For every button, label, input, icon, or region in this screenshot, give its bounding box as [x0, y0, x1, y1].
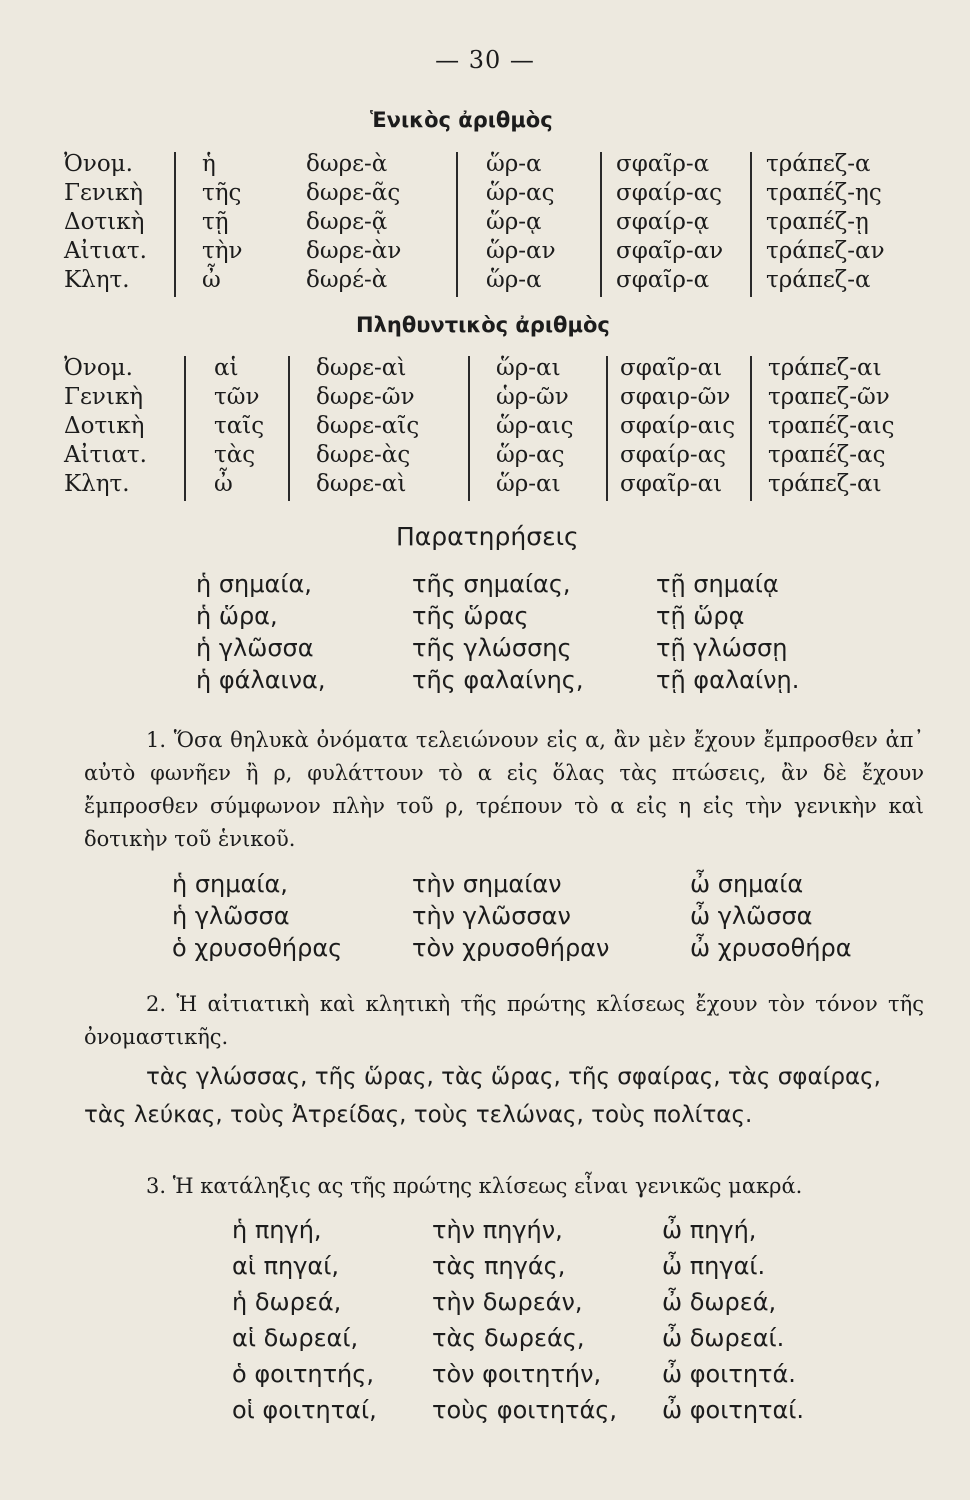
noun-form: τράπεζ-αι	[768, 355, 882, 381]
example-dative: τῇ γλώσσῃ	[656, 634, 788, 662]
article: τῇ	[202, 209, 229, 235]
column-rule	[288, 356, 290, 501]
column-rule	[750, 356, 752, 501]
example-genitive: τῆς ὥρας	[412, 602, 529, 630]
noun-form: δωρε-αὶ	[316, 355, 407, 381]
example-nominative: οἱ φοιτηταί,	[232, 1396, 377, 1424]
article: αἱ	[214, 355, 239, 381]
noun-column-ora	[486, 150, 556, 295]
noun-form: δωρέ-ὰ	[306, 267, 388, 293]
noun-column-sfaira	[620, 354, 735, 499]
rule-1	[84, 724, 924, 856]
case-label: Γενικὴ	[64, 384, 144, 410]
rule-text: Ἡ αἰτιατικὴ καὶ κλητικὴ τῆς πρώτης κλίσεως ἔχουν τὸν τόνον τῆς ὀνομαστικῆς.	[84, 992, 924, 1049]
noun-form: σφαῖρ-α	[616, 267, 710, 293]
column-rule	[456, 152, 458, 297]
rule-2-examples: τὰς γλώσσας, τῆς ὥρας, τὰς ὥρας, τῆς σφαίρας, τὰς σφαίρας, τὰς λεύκας, τοὺς Ἀτρείδας, τοὺς τελώνας, τοὺς πολίτας.	[84, 1064, 881, 1128]
article: ταῖς	[214, 413, 265, 439]
noun-form: σφαιρ-ῶν	[620, 384, 731, 410]
example-vocative: ὦ δωρεά,	[662, 1288, 777, 1316]
noun-column-trapeza	[768, 354, 894, 499]
example-nominative: αἱ δωρεαί,	[232, 1324, 359, 1352]
article: τῆς	[202, 180, 242, 206]
column-rule	[606, 356, 608, 501]
case-label: Κλητ.	[64, 267, 130, 293]
article: ἡ	[202, 151, 216, 177]
noun-form: ὥρ-ας	[496, 442, 565, 468]
example-vocative: ὦ σημαία	[690, 870, 804, 898]
page-number: — 30 —	[435, 46, 535, 74]
noun-form: δωρε-ὰς	[316, 442, 411, 468]
noun-form: ὥρ-αι	[496, 471, 561, 497]
article: τῶν	[214, 384, 260, 410]
case-column	[64, 150, 147, 295]
column-rule	[468, 356, 470, 501]
example-vocative: ὦ πηγή,	[662, 1216, 757, 1244]
example-accusative: τὸν χρυσοθήραν	[412, 934, 610, 962]
example-nominative: ἡ ὥρα,	[196, 602, 278, 630]
noun-form: τραπεζ-ῶν	[768, 384, 890, 410]
noun-form: ὥρ-αις	[496, 413, 574, 439]
noun-form: δωρε-αὶ	[316, 471, 407, 497]
example-dative: τῇ ὥρᾳ	[656, 602, 745, 630]
example-vocative: ὦ γλῶσσα	[690, 902, 813, 930]
case-label: Ὀνομ.	[64, 151, 133, 177]
article-column	[202, 150, 243, 295]
noun-form: δωρε-ὰν	[306, 238, 402, 264]
noun-form: τράπεζ-α	[766, 151, 871, 177]
noun-column-ora	[496, 354, 573, 499]
example-nominative: ἡ γλῶσσα	[172, 902, 290, 930]
noun-form: σφαῖρ-α	[616, 151, 710, 177]
example-nominative: ὁ χρυσοθήρας	[172, 934, 343, 962]
rule-number: 3.	[146, 1174, 167, 1198]
noun-form: δωρε-ᾷ	[306, 209, 388, 235]
column-rule	[184, 356, 186, 501]
case-label: Ὀνομ.	[64, 355, 133, 381]
noun-form: τραπέζ-ης	[766, 180, 882, 206]
column-rule	[600, 152, 602, 297]
noun-form: σφαίρ-ᾳ	[616, 209, 710, 235]
noun-column-sfaira	[616, 150, 723, 295]
example-genitive: τῆς φαλαίνης,	[412, 666, 584, 694]
example-vocative: ὦ φοιτητά.	[662, 1360, 796, 1388]
example-nominative: ἡ φάλαινα,	[196, 666, 326, 694]
column-rule	[174, 152, 176, 297]
noun-form: σφαίρ-ας	[616, 180, 723, 206]
noun-form: δωρε-αῖς	[316, 413, 420, 439]
example-dative: τῇ φαλαίνῃ.	[656, 666, 800, 694]
noun-form: τράπεζ-αν	[766, 238, 885, 264]
rule-number: 2.	[146, 992, 167, 1016]
example-genitive: τῆς σημαίας,	[412, 570, 571, 598]
example-nominative: ἡ πηγή,	[232, 1216, 322, 1244]
article: ὦ	[214, 471, 233, 497]
example-accusative: τὰς δωρεάς,	[432, 1324, 585, 1352]
noun-form: τράπεζ-α	[766, 267, 871, 293]
noun-form: ὥρ-αι	[496, 355, 561, 381]
example-accusative: τοὺς φοιτητάς,	[432, 1396, 618, 1424]
noun-form: ὥρ-ας	[486, 180, 555, 206]
noun-form: ὥρ-α	[486, 267, 542, 293]
plural-heading: Πληθυντικὸς ἀριθμὸς	[356, 313, 610, 337]
example-nominative: αἱ πηγαί,	[232, 1252, 340, 1280]
example-accusative: τὴν δωρεάν,	[432, 1288, 583, 1316]
noun-form: ὡρ-ῶν	[496, 384, 569, 410]
example-nominative: ἡ σημαία,	[172, 870, 288, 898]
noun-form: ὥρ-αν	[486, 238, 556, 264]
article: τὰς	[214, 442, 256, 468]
noun-column-dorea	[306, 150, 401, 295]
example-vocative: ὦ χρυσοθήρα	[690, 934, 852, 962]
example-accusative: τὰς πηγάς,	[432, 1252, 566, 1280]
example-accusative: τὴν γλῶσσαν	[412, 902, 571, 930]
case-column	[64, 354, 147, 499]
noun-form: τράπεζ-αι	[768, 471, 882, 497]
noun-form: δωρε-ῶν	[316, 384, 415, 410]
rule-text: Ἡ κατάληξις ας τῆς πρώτης κλίσεως εἶναι γενικῶς μακρά.	[172, 1174, 803, 1198]
case-label: Αἰτιατ.	[64, 238, 147, 264]
example-nominative: ὁ φοιτητής,	[232, 1360, 374, 1388]
example-vocative: ὦ δωρεαί.	[662, 1324, 785, 1352]
observations-title: Παρατηρήσεις	[396, 522, 579, 551]
case-label: Δοτικὴ	[64, 209, 145, 235]
example-nominative: ἡ γλῶσσα	[196, 634, 314, 662]
rule-3	[84, 1170, 924, 1203]
noun-column-dorea	[316, 354, 419, 499]
example-vocative: ὦ πηγαί.	[662, 1252, 766, 1280]
noun-column-trapeza	[766, 150, 885, 295]
case-label: Γενικὴ	[64, 180, 144, 206]
example-vocative: ὦ φοιτηταί.	[662, 1396, 805, 1424]
example-accusative: τὸν φοιτητήν,	[432, 1360, 602, 1388]
example-dative: τῇ σημαίᾳ	[656, 570, 779, 598]
example-nominative: ἡ δωρεά,	[232, 1288, 342, 1316]
noun-form: ὥρ-ᾳ	[486, 209, 542, 235]
noun-form: τραπέζ-ῃ	[766, 209, 869, 235]
case-label: Αἰτιατ.	[64, 442, 147, 468]
noun-form: σφαίρ-ας	[620, 442, 727, 468]
noun-form: δωρε-ᾶς	[306, 180, 401, 206]
article-column	[214, 354, 264, 499]
noun-form: σφαῖρ-αι	[620, 471, 723, 497]
rule-text: Ὅσα θηλυκὰ ὀνόματα τελειώνουν εἰς α, ἂν μὲν ἔχουν ἔμπροσθεν ἀπ᾿ αὐτὸ φωνῆεν ἢ ρ, φυλάττουν τὸ α εἰς ὅλας τὰς πτώσεις, ἂν δὲ ἔχουν ἔμπροσθεν σύμφωνον πλὴν τοῦ ρ, τρέπουν τὸ α εἰς η εἰς τὴν γενικὴν καὶ δοτικὴν τοῦ ἑνικοῦ.	[84, 728, 924, 851]
rule-2	[84, 988, 924, 1054]
case-label: Κλητ.	[64, 471, 130, 497]
noun-form: σφαίρ-αις	[620, 413, 736, 439]
singular-heading: Ἑνικὸς ἀριθμὸς	[370, 108, 553, 132]
noun-form: δωρε-ὰ	[306, 151, 388, 177]
case-label: Δοτικὴ	[64, 413, 145, 439]
article: τὴν	[202, 238, 243, 264]
example-genitive: τῆς γλώσσης	[412, 634, 572, 662]
example-accusative: τὴν πηγήν,	[432, 1216, 563, 1244]
noun-form: τραπέζ-ας	[768, 442, 886, 468]
noun-form: σφαῖρ-αν	[616, 238, 724, 264]
noun-form: ὥρ-α	[486, 151, 542, 177]
noun-form: σφαῖρ-αι	[620, 355, 723, 381]
article: ὦ	[202, 267, 221, 293]
noun-form: τραπέζ-αις	[768, 413, 895, 439]
example-nominative: ἡ σημαία,	[196, 570, 312, 598]
rule-number: 1.	[146, 728, 167, 752]
example-accusative: τὴν σημαίαν	[412, 870, 562, 898]
column-rule	[750, 152, 752, 297]
